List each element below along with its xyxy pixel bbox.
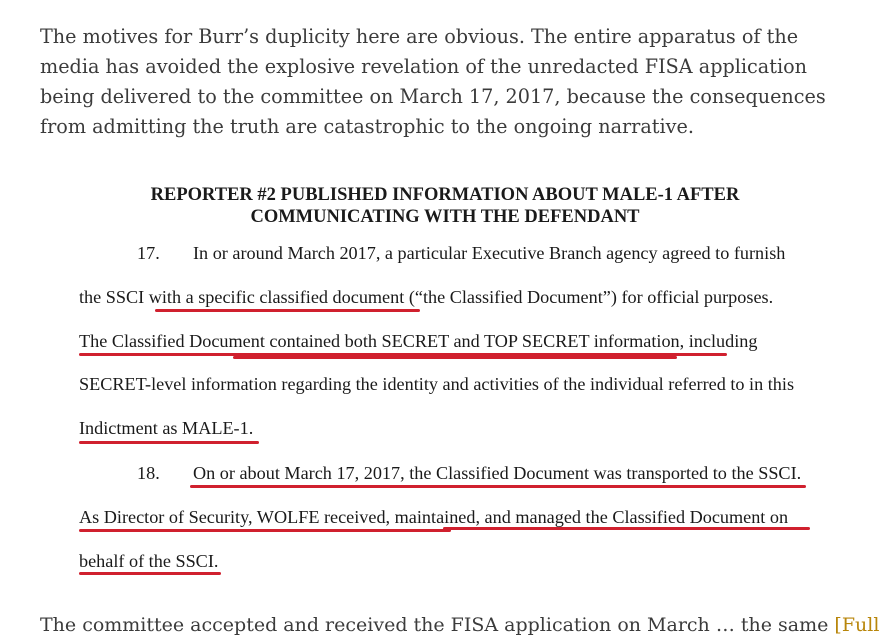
- doc-line: behalf of the SSCI.: [79, 551, 219, 571]
- document-heading-line-1: REPORTER #2 PUBLISHED INFORMATION ABOUT MALE-1 AFTER: [150, 185, 740, 205]
- intro-paragraph: The motives for Burr’s duplicity here are obvious. The entire apparatus of the media has avoided the explosive revelation of the unredacted FISA application being delivered to the committee on March 17, 2017, because the consequences from admitting the truth are catastrophic to the ongoing narrative.: [40, 25, 826, 138]
- doc-line: Indictment as MALE-1.: [79, 418, 254, 438]
- red-underline-annotation: [443, 527, 810, 530]
- next-paragraph-text: The committee accepted and received the FISA application on March … the same: [40, 614, 829, 636]
- doc-line: As Director of Security, WOLFE received, maintained, and managed the Classified Document on: [79, 507, 789, 527]
- paragraph-number-18: 18.: [137, 463, 160, 483]
- red-underline-annotation: [79, 529, 451, 532]
- document-heading-line-2: COMMUNICATING WITH THE DEFENDANT: [250, 207, 640, 227]
- red-underline-annotation: [79, 572, 221, 575]
- red-underline-annotation: [155, 309, 420, 312]
- doc-line: SECRET-level information regarding the identity and activities of the individual referred to in this: [79, 374, 795, 394]
- red-underline-annotation: [79, 353, 727, 356]
- doc-line: the SSCI with a specific classified document (“the Classified Document”) for official purposes.: [79, 287, 774, 307]
- full-link[interactable]: [Full: [834, 614, 880, 636]
- red-underline-annotation: [233, 356, 677, 359]
- red-underline-annotation: [79, 441, 259, 444]
- next-paragraph-partial: [40, 614, 880, 638]
- doc-line: In or around March 2017, a particular Executive Branch agency agreed to furnish: [193, 243, 786, 263]
- red-underline-annotation: [190, 485, 806, 488]
- doc-line: The Classified Document contained both SECRET and TOP SECRET information, including: [79, 331, 758, 351]
- doc-line: On or about March 17, 2017, the Classified Document was transported to the SSCI.: [193, 463, 802, 483]
- document-excerpt-image: [0, 175, 840, 595]
- paragraph-number-17: 17.: [137, 243, 160, 263]
